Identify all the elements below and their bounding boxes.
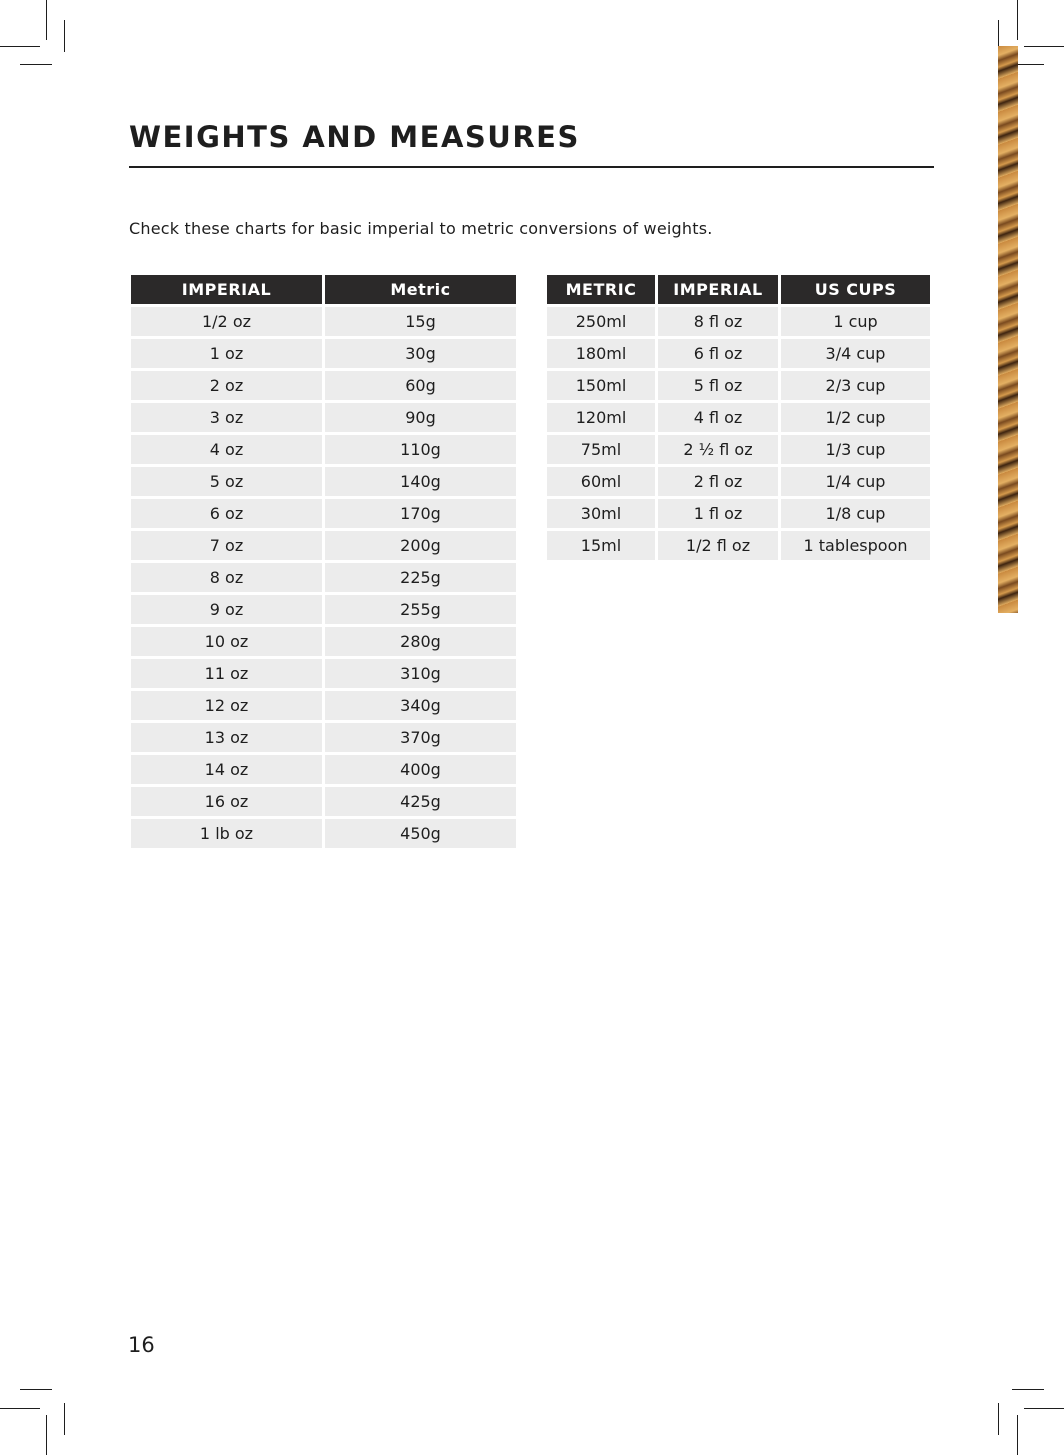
table-row	[547, 435, 930, 464]
table-row	[547, 467, 930, 496]
crop-mark	[1024, 46, 1064, 47]
table-cell: 1 tablespoon	[781, 531, 930, 560]
table-cell: 250ml	[547, 307, 655, 336]
table-row	[547, 499, 930, 528]
table-row	[131, 787, 516, 816]
table-cell: 4 fl oz	[658, 403, 778, 432]
table-cell: 6 fl oz	[658, 339, 778, 368]
table-cell: 280g	[325, 627, 516, 656]
column-header: IMPERIAL	[131, 275, 322, 304]
table-cell: 1/8 cup	[781, 499, 930, 528]
table-cell: 110g	[325, 435, 516, 464]
crop-mark	[64, 1403, 65, 1435]
table-cell: 5 fl oz	[658, 371, 778, 400]
crop-mark	[20, 64, 52, 65]
table-cell: 2/3 cup	[781, 371, 930, 400]
crop-mark	[998, 20, 999, 46]
volume-conversion-table	[544, 272, 933, 563]
table-cell: 2 fl oz	[658, 467, 778, 496]
table-cell: 120ml	[547, 403, 655, 432]
table-cell: 3 oz	[131, 403, 322, 432]
table-cell: 425g	[325, 787, 516, 816]
table-cell: 30ml	[547, 499, 655, 528]
table-cell: 8 fl oz	[658, 307, 778, 336]
table-cell: 14 oz	[131, 755, 322, 784]
table-row	[131, 307, 516, 336]
table-cell: 11 oz	[131, 659, 322, 688]
crop-mark	[1017, 0, 1018, 40]
table-cell: 10 oz	[131, 627, 322, 656]
table-row	[131, 531, 516, 560]
table-row	[131, 403, 516, 432]
table-cell: 7 oz	[131, 531, 322, 560]
crop-mark	[46, 0, 47, 40]
table-cell: 12 oz	[131, 691, 322, 720]
table-cell: 400g	[325, 755, 516, 784]
table-cell: 310g	[325, 659, 516, 688]
table-cell: 255g	[325, 595, 516, 624]
table-cell: 180ml	[547, 339, 655, 368]
table-cell: 4 oz	[131, 435, 322, 464]
table-row	[547, 531, 930, 560]
table-cell: 150ml	[547, 371, 655, 400]
crop-mark	[46, 1415, 47, 1455]
table-cell: 1/4 cup	[781, 467, 930, 496]
table-row	[131, 819, 516, 848]
table-cell: 1/3 cup	[781, 435, 930, 464]
table-cell: 5 oz	[131, 467, 322, 496]
table-cell: 140g	[325, 467, 516, 496]
table-cell: 2 ½ fl oz	[658, 435, 778, 464]
table-cell: 2 oz	[131, 371, 322, 400]
table-cell: 75ml	[547, 435, 655, 464]
table-cell: 13 oz	[131, 723, 322, 752]
crop-mark	[1017, 1415, 1018, 1455]
crop-mark	[20, 1389, 52, 1390]
table-cell: 15g	[325, 307, 516, 336]
column-header: METRIC	[547, 275, 655, 304]
table-row	[131, 755, 516, 784]
table-cell: 15ml	[547, 531, 655, 560]
crop-mark	[1024, 1408, 1064, 1409]
crop-mark	[64, 20, 65, 52]
column-header: Metric	[325, 275, 516, 304]
table-cell: 1 lb oz	[131, 819, 322, 848]
table-row	[131, 371, 516, 400]
table-cell: 60g	[325, 371, 516, 400]
table-row	[131, 723, 516, 752]
table-cell: 6 oz	[131, 499, 322, 528]
crop-mark	[0, 1408, 40, 1409]
table-cell: 370g	[325, 723, 516, 752]
table-row	[131, 467, 516, 496]
table-cell: 340g	[325, 691, 516, 720]
table-row	[131, 595, 516, 624]
table-row	[547, 371, 930, 400]
table-cell: 8 oz	[131, 563, 322, 592]
table-cell: 3/4 cup	[781, 339, 930, 368]
table-cell: 9 oz	[131, 595, 322, 624]
table-cell: 200g	[325, 531, 516, 560]
page-title: WEIGHTS AND MEASURES	[129, 120, 580, 154]
table-row	[547, 307, 930, 336]
table-cell: 1 cup	[781, 307, 930, 336]
table-cell: 90g	[325, 403, 516, 432]
table-row	[131, 691, 516, 720]
table-cell: 1 fl oz	[658, 499, 778, 528]
table-row	[131, 339, 516, 368]
table-row	[547, 339, 930, 368]
table-cell: 450g	[325, 819, 516, 848]
table-row	[131, 659, 516, 688]
table-row	[131, 499, 516, 528]
weights-conversion-table	[128, 272, 519, 851]
table-cell: 1/2 fl oz	[658, 531, 778, 560]
table-cell: 1 oz	[131, 339, 322, 368]
table-header-row	[131, 275, 516, 304]
column-header: US CUPS	[781, 275, 930, 304]
table-header-row	[547, 275, 930, 304]
title-divider	[129, 166, 934, 168]
intro-text: Check these charts for basic imperial to metric conversions of weights.	[129, 219, 713, 238]
table-cell: 225g	[325, 563, 516, 592]
table-row	[547, 403, 930, 432]
table-cell: 16 oz	[131, 787, 322, 816]
page-number: 16	[128, 1333, 155, 1357]
table-row	[131, 563, 516, 592]
table-cell: 1/2 cup	[781, 403, 930, 432]
crop-mark	[0, 46, 40, 47]
table-cell: 60ml	[547, 467, 655, 496]
crop-mark	[1012, 1389, 1044, 1390]
column-header: IMPERIAL	[658, 275, 778, 304]
table-row	[131, 627, 516, 656]
table-cell: 30g	[325, 339, 516, 368]
table-row	[131, 435, 516, 464]
table-cell: 1/2 oz	[131, 307, 322, 336]
table-cell: 170g	[325, 499, 516, 528]
edge-photo-strip	[998, 46, 1018, 613]
crop-mark	[998, 1403, 999, 1435]
